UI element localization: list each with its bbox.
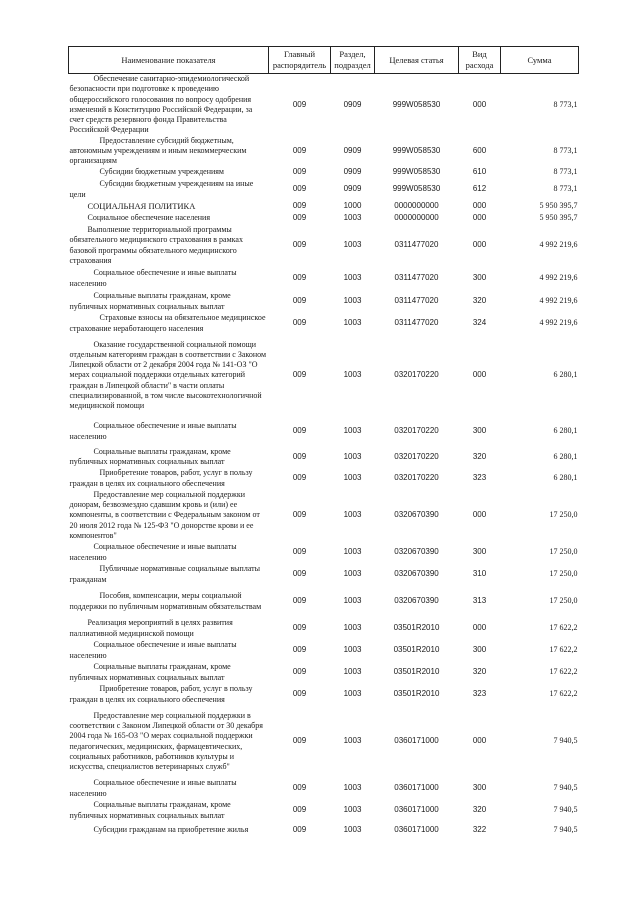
row-name: СОЦИАЛЬНАЯ ПОЛИТИКА: [87, 201, 196, 212]
row-admin: 009: [292, 805, 307, 815]
table-row: [69, 213, 579, 225]
row-section: 1003: [343, 426, 362, 436]
row-admin: 009: [292, 451, 307, 461]
row-admin: 009: [292, 99, 307, 109]
row-admin: 009: [292, 569, 307, 579]
row-section: 1003: [343, 296, 362, 306]
table-row: [69, 778, 579, 800]
row-admin: 009: [292, 201, 307, 211]
table-row: [69, 313, 579, 335]
row-sum: 6 280,1: [553, 426, 578, 436]
row-article: 999W058530: [392, 99, 441, 109]
table-row: [69, 267, 579, 291]
row-article: 0320170220: [394, 370, 439, 380]
row-admin: 009: [292, 825, 307, 835]
row-article: 0360171000: [394, 825, 439, 835]
row-name: Социальное обеспечение и иные выплаты населению: [69, 268, 237, 288]
row-name: Социальное обеспечение и иные выплаты населению: [69, 640, 237, 660]
row-admin: 009: [292, 736, 307, 746]
table-row: [69, 335, 579, 417]
row-sum: 4 992 219,6: [539, 318, 578, 328]
row-name: Приобретение товаров, работ, услуг в пользу граждан в целях их социального обеспечения: [69, 468, 253, 488]
row-sum: 7 940,5: [553, 805, 578, 815]
row-sum: 6 280,1: [553, 473, 578, 483]
table-row: [69, 618, 579, 640]
budget-table: [68, 46, 579, 840]
row-kind: 313: [472, 596, 487, 606]
row-admin: 009: [292, 426, 307, 436]
row-article: 0360171000: [394, 736, 439, 746]
row-admin: 009: [292, 667, 307, 677]
row-article: 0320670390: [394, 547, 439, 557]
row-sum: 6 280,1: [553, 451, 578, 461]
row-section: 1003: [343, 370, 362, 380]
row-kind: 300: [472, 783, 487, 793]
table-row: [69, 291, 579, 313]
row-sum: 5 950 395,7: [539, 213, 578, 223]
row-article: 0311477020: [394, 296, 439, 306]
row-sum: 7 940,5: [553, 783, 578, 793]
row-article: 0311477020: [394, 318, 439, 328]
row-admin: 009: [292, 370, 307, 380]
row-name: Предоставление мер социальной поддержки в соответствии с Законом Липецкой области от 30 декабря 2004 года № 165-ОЗ "О мерах социальной поддержки педагогических, медицинских, фармацевтических, социальных работников, работников культуры и искусства, специалистов ветеринарных служб": [69, 710, 263, 771]
row-article: 999W058530: [392, 167, 441, 177]
row-sum: 5 950 395,7: [539, 201, 578, 211]
row-name: Социальные выплаты гражданам, кроме публичных нормативных социальных выплат: [69, 662, 231, 682]
header-kind: Вид расхода: [459, 47, 501, 74]
table-row: [69, 179, 579, 201]
row-kind: 610: [472, 167, 487, 177]
row-section: 1003: [343, 213, 362, 223]
row-kind: 000: [472, 510, 487, 520]
row-article: 0000000000: [394, 213, 439, 223]
row-section: 1003: [343, 623, 362, 633]
row-name: Реализация мероприятий в целях развития паллиативной медицинской помощи: [69, 618, 233, 638]
row-sum: 17 250,0: [549, 596, 578, 606]
row-name: Приобретение товаров, работ, услуг в пользу граждан в целях их социального обеспечения: [69, 684, 253, 704]
row-section: 0909: [343, 99, 362, 109]
row-kind: 324: [472, 318, 487, 328]
row-name: Выполнение территориальной программы обязательного медицинского страхования в рамках базовой программы обязательного медицинского страхования: [69, 225, 243, 265]
row-article: 0311477020: [394, 273, 439, 283]
row-sum: 4 992 219,6: [539, 273, 578, 283]
row-name: Социальные выплаты гражданам, кроме публичных нормативных социальных выплат: [69, 291, 231, 311]
table-row: [69, 225, 579, 267]
row-name: Страховые взносы на обязательное медицинское страхование неработающего населения: [69, 313, 266, 333]
row-admin: 009: [292, 213, 307, 223]
row-kind: 300: [472, 426, 487, 436]
row-section: 1003: [343, 689, 362, 699]
row-admin: 009: [292, 273, 307, 283]
row-sum: 8 773,1: [553, 167, 578, 177]
row-article: 0360171000: [394, 783, 439, 793]
row-section: 1003: [343, 667, 362, 677]
row-name: Обеспечение санитарно-эпидемиологической безопасности при подготовке к проведению общероссийского голосования по вопросу одобрения изменений в Конституцию Российской Федерации, за счет средств резервного фонда Правительства Российской Федерации: [69, 74, 253, 135]
row-name: Социальные выплаты гражданам, кроме публичных нормативных социальных выплат: [69, 800, 231, 820]
row-section: 1003: [343, 596, 362, 606]
row-sum: 8 773,1: [553, 145, 578, 155]
row-sum: 17 250,0: [549, 510, 578, 520]
row-kind: 000: [472, 623, 487, 633]
row-sum: 17 250,0: [549, 547, 578, 557]
table-row: [69, 167, 579, 179]
row-name: Субсидии гражданам на приобретение жилья: [93, 825, 249, 835]
row-article: 0320170220: [394, 473, 439, 483]
header-section: Раздел, подраздел: [331, 47, 375, 74]
table-row: [69, 822, 579, 840]
row-admin: 009: [292, 184, 307, 194]
row-article: 03501R2010: [393, 645, 440, 655]
row-kind: 300: [472, 645, 487, 655]
row-section: 1003: [343, 473, 362, 483]
row-article: 0320670390: [394, 569, 439, 579]
row-sum: 6 280,1: [553, 370, 578, 380]
row-article: 0000000000: [394, 201, 439, 211]
row-article: 0311477020: [394, 240, 439, 250]
table-row: [69, 640, 579, 662]
row-kind: 300: [472, 273, 487, 283]
row-kind: 600: [472, 145, 487, 155]
row-sum: 4 992 219,6: [539, 296, 578, 306]
row-name: Предоставление мер социальной поддержки донорам, безвозмездно сдавшим кровь и (или) ее компоненты, в соответствии с Федеральным законом от 20 июля 2012 года № 125-ФЗ "О донорстве крови и ее компонентов": [69, 489, 260, 540]
header-name: Наименование показателя: [69, 47, 269, 74]
row-name: Оказание государственной социальной помощи отдельным категориям граждан в соответствии с Законом Липецкой области от 2 декабря 2004 года № 141-ОЗ "О мерах социальной поддержки отдельных категорий граждан в Липецкой области" в части оплаты специализированной, в том числе высокотехнологичной медицинской помощи: [69, 339, 267, 410]
row-sum: 17 622,2: [549, 645, 578, 655]
row-section: 1003: [343, 805, 362, 815]
row-section: 1003: [343, 273, 362, 283]
row-sum: 17 622,2: [549, 623, 578, 633]
row-kind: 000: [472, 736, 487, 746]
row-kind: 323: [472, 689, 487, 699]
row-admin: 009: [292, 689, 307, 699]
row-kind: 320: [472, 805, 487, 815]
row-admin: 009: [292, 547, 307, 557]
row-sum: 4 992 219,6: [539, 240, 578, 250]
row-kind: 300: [472, 547, 487, 557]
table-row: [69, 490, 579, 542]
row-section: 1003: [343, 240, 362, 250]
row-admin: 009: [292, 473, 307, 483]
row-admin: 009: [292, 296, 307, 306]
row-section: 1003: [343, 736, 362, 746]
row-article: 03501R2010: [393, 623, 440, 633]
row-kind: 000: [472, 213, 487, 223]
table-row: [69, 136, 579, 167]
row-sum: 17 250,0: [549, 569, 578, 579]
row-article: 0320170220: [394, 426, 439, 436]
row-name: Социальные выплаты гражданам, кроме публичных нормативных социальных выплат: [69, 446, 231, 466]
table-row: [69, 468, 579, 490]
row-name: Субсидии бюджетным учреждениям: [99, 167, 224, 177]
row-name: Социальное обеспечение и иные выплаты населению: [69, 542, 237, 562]
row-kind: 322: [472, 825, 487, 835]
row-section: 1003: [343, 451, 362, 461]
table-header-row: [69, 47, 579, 74]
row-kind: 323: [472, 473, 487, 483]
table-row: [69, 201, 579, 213]
row-sum: 8 773,1: [553, 99, 578, 109]
row-kind: 000: [472, 240, 487, 250]
row-kind: 000: [472, 201, 487, 211]
header-admin: Главный распорядитель: [269, 47, 331, 74]
row-kind: 000: [472, 370, 487, 380]
row-sum: 8 773,1: [553, 184, 578, 194]
row-section: 1003: [343, 645, 362, 655]
row-name: Предоставление субсидий бюджетным, автономным учреждениям и иным некоммерческим организациям: [69, 135, 247, 166]
row-article: 0320170220: [394, 451, 439, 461]
row-section: 1003: [343, 825, 362, 835]
table-row: [69, 800, 579, 822]
table-row: [69, 447, 579, 468]
row-sum: 17 622,2: [549, 667, 578, 677]
row-name: Социальное обеспечение населения: [87, 213, 210, 223]
row-sum: 7 940,5: [553, 736, 578, 746]
row-kind: 310: [472, 569, 487, 579]
row-kind: 000: [472, 99, 487, 109]
row-kind: 320: [472, 667, 487, 677]
row-sum: 17 622,2: [549, 689, 578, 699]
table-row: [69, 417, 579, 447]
row-admin: 009: [292, 167, 307, 177]
row-article: 0360171000: [394, 805, 439, 815]
table-row: [69, 684, 579, 706]
row-admin: 009: [292, 596, 307, 606]
table-row: [69, 662, 579, 684]
row-admin: 009: [292, 623, 307, 633]
row-article: 0320670390: [394, 510, 439, 520]
row-kind: 612: [472, 184, 487, 194]
table-row: [69, 564, 579, 586]
row-sum: 7 940,5: [553, 825, 578, 835]
row-kind: 320: [472, 451, 487, 461]
row-section: 0909: [343, 145, 362, 155]
table-row: [69, 542, 579, 564]
row-section: 1003: [343, 547, 362, 557]
row-section: 1000: [343, 201, 362, 211]
row-admin: 009: [292, 240, 307, 250]
row-admin: 009: [292, 645, 307, 655]
header-article: Целевая статья: [375, 47, 459, 74]
row-article: 0320670390: [394, 596, 439, 606]
row-kind: 320: [472, 296, 487, 306]
table-row: [69, 74, 579, 136]
row-admin: 009: [292, 510, 307, 520]
row-section: 1003: [343, 569, 362, 579]
row-section: 0909: [343, 184, 362, 194]
row-section: 1003: [343, 783, 362, 793]
table-row: [69, 586, 579, 618]
row-name: Субсидии бюджетным учреждениям на иные цели: [69, 179, 254, 199]
row-admin: 009: [292, 783, 307, 793]
row-name: Пособия, компенсации, меры социальной поддержки по публичным нормативным обязательствам: [69, 591, 262, 611]
row-article: 03501R2010: [393, 667, 440, 677]
row-article: 03501R2010: [393, 689, 440, 699]
row-article: 999W058530: [392, 145, 441, 155]
row-name: Социальное обеспечение и иные выплаты населению: [69, 421, 237, 441]
header-sum: Сумма: [501, 47, 579, 74]
row-section: 1003: [343, 510, 362, 520]
row-name: Социальное обеспечение и иные выплаты населению: [69, 778, 237, 798]
row-section: 0909: [343, 167, 362, 177]
row-section: 1003: [343, 318, 362, 328]
row-article: 999W058530: [392, 184, 441, 194]
row-admin: 009: [292, 145, 307, 155]
table-row: [69, 706, 579, 778]
row-name: Публичные нормативные социальные выплаты гражданам: [69, 564, 261, 584]
row-admin: 009: [292, 318, 307, 328]
